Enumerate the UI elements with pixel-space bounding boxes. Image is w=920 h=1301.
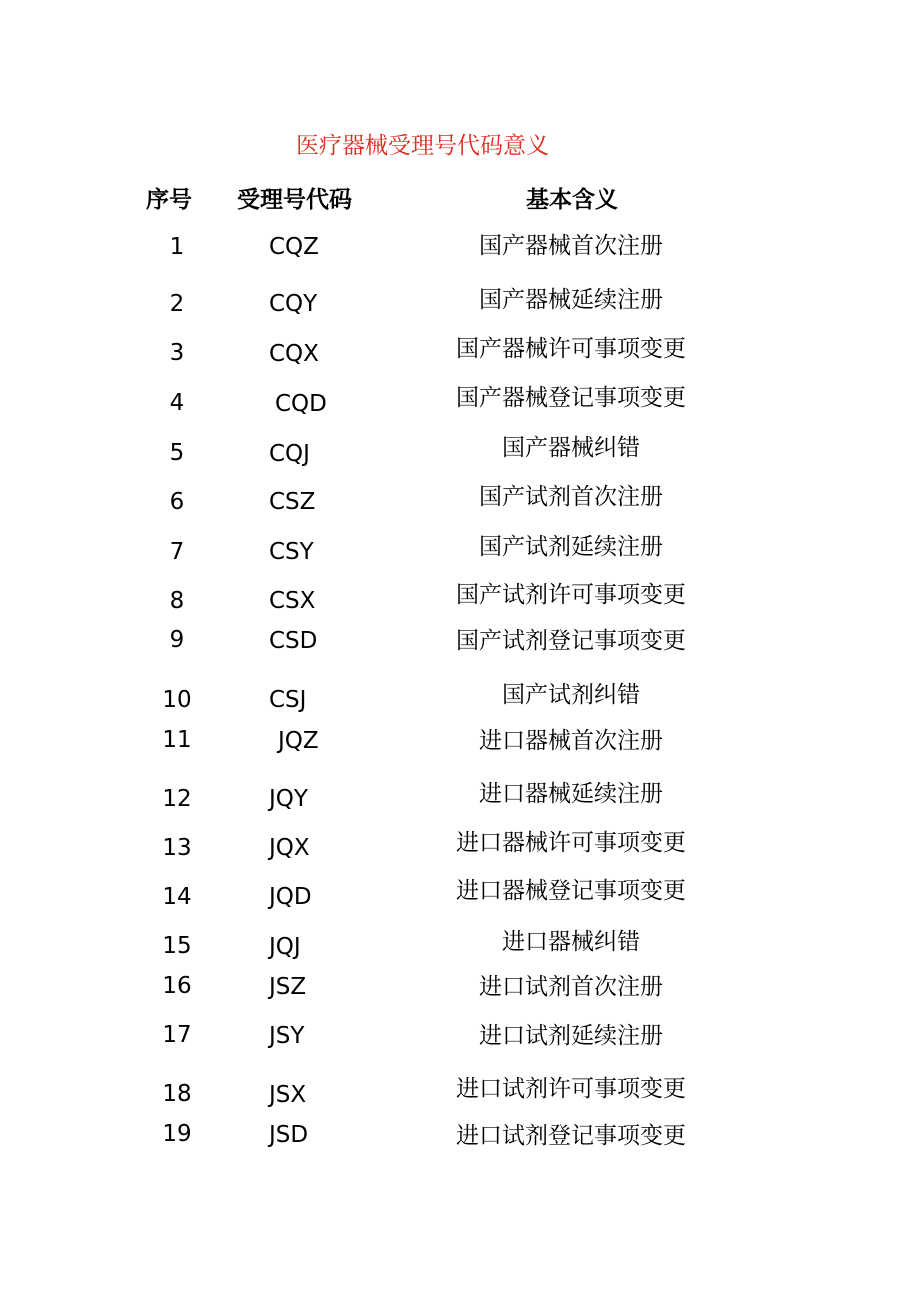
row-seq: 6 <box>169 489 185 515</box>
row-meaning: 进口试剂首次注册 <box>479 974 663 1000</box>
row-seq: 1 <box>169 234 185 260</box>
row-code: JSD <box>269 1122 309 1148</box>
row-code: CQJ <box>269 441 310 467</box>
row-meaning: 国产试剂许可事项变更 <box>456 582 686 608</box>
row-code: JQX <box>269 835 310 861</box>
row-seq: 10 <box>162 687 192 713</box>
row-meaning: 国产器械登记事项变更 <box>456 385 686 411</box>
row-seq: 17 <box>162 1022 192 1048</box>
row-seq: 11 <box>162 727 192 753</box>
row-meaning: 进口器械延续注册 <box>479 781 663 807</box>
row-meaning: 国产器械纠错 <box>502 435 640 461</box>
row-seq: 7 <box>169 539 185 565</box>
row-seq: 13 <box>162 835 192 861</box>
row-meaning: 国产器械许可事项变更 <box>456 336 686 362</box>
row-code: JSX <box>269 1082 307 1108</box>
row-code: JSY <box>269 1023 305 1049</box>
row-code: JQZ <box>278 728 319 754</box>
row-seq: 2 <box>169 291 185 317</box>
row-code: JSZ <box>269 974 307 1000</box>
row-seq: 4 <box>169 390 185 416</box>
row-seq: 15 <box>162 933 192 959</box>
row-code: CSD <box>269 628 318 654</box>
row-meaning: 国产试剂纠错 <box>502 682 640 708</box>
row-code: CSY <box>269 539 314 565</box>
row-meaning: 进口试剂登记事项变更 <box>456 1123 686 1149</box>
page-title: 医疗器械受理号代码意义 <box>296 133 549 159</box>
row-code: JQD <box>269 884 312 910</box>
row-meaning: 国产试剂延续注册 <box>479 534 663 560</box>
row-seq: 9 <box>169 627 185 653</box>
row-meaning: 国产器械首次注册 <box>479 233 663 259</box>
row-seq: 18 <box>162 1081 192 1107</box>
header-code: 受理号代码 <box>237 187 352 213</box>
row-seq: 3 <box>169 340 185 366</box>
row-seq: 8 <box>169 588 185 614</box>
row-meaning: 国产试剂登记事项变更 <box>456 628 686 654</box>
row-code: CSJ <box>269 687 307 713</box>
row-meaning: 进口器械纠错 <box>502 929 640 955</box>
row-meaning: 进口器械首次注册 <box>479 728 663 754</box>
row-meaning: 进口试剂许可事项变更 <box>456 1076 686 1102</box>
row-code: CQD <box>275 391 327 417</box>
row-code: CQX <box>269 341 319 367</box>
row-meaning: 国产试剂首次注册 <box>479 484 663 510</box>
row-code: CQZ <box>269 234 319 260</box>
row-seq: 12 <box>162 786 192 812</box>
row-seq: 14 <box>162 884 192 910</box>
row-code: JQJ <box>269 934 301 960</box>
row-code: JQY <box>269 786 308 812</box>
row-seq: 19 <box>162 1121 192 1147</box>
row-meaning: 国产器械延续注册 <box>479 287 663 313</box>
row-seq: 5 <box>169 440 185 466</box>
row-code: CQY <box>269 291 318 317</box>
row-meaning: 进口器械登记事项变更 <box>456 878 686 904</box>
row-seq: 16 <box>162 973 192 999</box>
row-code: CSX <box>269 588 316 614</box>
row-meaning: 进口试剂延续注册 <box>479 1023 663 1049</box>
header-seq: 序号 <box>146 187 192 213</box>
header-meaning: 基本含义 <box>526 187 618 213</box>
row-meaning: 进口器械许可事项变更 <box>456 830 686 856</box>
row-code: CSZ <box>269 489 316 515</box>
